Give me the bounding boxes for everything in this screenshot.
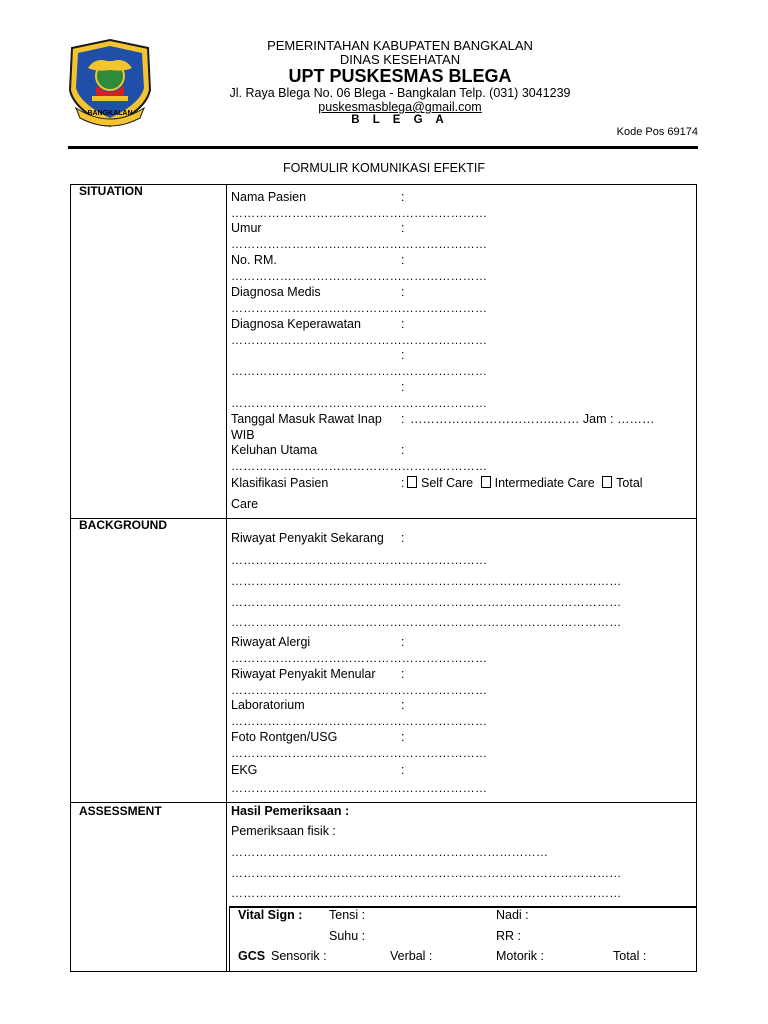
keluhan-utama-field[interactable]: ……………………………………………………… [231,459,488,473]
laboratorium-field[interactable]: ……………………………………………………… [231,714,488,728]
diagnosa-keperawatan-label: Diagnosa Keperawatan [231,317,361,331]
hasil-pemeriksaan-label: Hasil Pemeriksaan : [231,804,350,818]
riwayat-sekarang-label: Riwayat Penyakit Sekarang [231,531,384,545]
pemeriksaan-fisik-field-1[interactable]: …………………………………………………………………… [231,845,549,859]
riwayat-alergi-label: Riwayat Alergi [231,635,311,649]
email-link[interactable]: puskesmasblega@gmail.com [318,100,482,114]
colon: : [401,317,405,331]
tensi-label: Tensi : [329,908,366,922]
header-rule [68,146,698,149]
department-line: DINAS KESEHATAN [339,52,461,67]
self-care-label: Self Care [421,476,474,490]
klasifikasi-options [405,476,643,491]
motorik-label: Motorik : [496,949,544,963]
riwayat-alergi-field[interactable]: ……………………………………………………… [231,651,488,665]
colon: : [401,380,405,394]
nadi-label: Nadi : [496,908,529,922]
situation-label: SITUATION [79,184,143,198]
diagnosa-keperawatan-field-3[interactable]: ……………………………………………………… [231,396,488,410]
background-label: BACKGROUND [79,518,167,532]
intermediate-care-label: Intermediate Care [494,476,595,490]
pemeriksaan-fisik-field-2[interactable]: …………………………………………………………………………………… [231,866,622,880]
riwayat-sekarang-field-1[interactable]: ……………………………………………………… [231,553,488,567]
total-care-checkbox[interactable] [602,476,612,488]
wib-label: WIB [231,428,255,442]
address-line: Jl. Raya Blega No. 06 Blega - Bangkalan Telp. (031) 3041239 [229,86,571,100]
nama-pasien-label: Nama Pasien [231,190,307,204]
institution-title: UPT PUSKESMAS BLEGA [288,66,512,86]
column-divider [226,185,227,971]
riwayat-menular-field[interactable]: ……………………………………………………… [231,683,488,697]
colon: : [401,221,405,235]
logo-text: BANGKALAN [87,110,133,117]
self-care-checkbox[interactable] [407,476,417,488]
city-line: B L E G A [351,114,449,126]
tanggal-jam-field[interactable]: ……………………………..…… Jam : ……… [410,412,655,426]
colon: : [401,253,405,267]
postal-code: Kode Pos 69174 [616,126,698,138]
diagnosa-keperawatan-field-1[interactable]: ……………………………………………………… [231,333,488,347]
total-label: Total : [613,949,647,963]
government-line: PEMERINTAHAN KABUPATEN BANGKALAN [267,38,533,53]
vital-sign-label: Vital Sign : [238,908,303,922]
klasifikasi-label: Klasifikasi Pasien [231,476,329,490]
nama-pasien-field[interactable]: ……………………………………………………… [231,206,488,220]
no-rm-field[interactable]: ……………………………………………………… [231,269,488,283]
diagnosa-keperawatan-field-2[interactable]: ……………………………………………………… [231,364,488,378]
colon: : [401,698,405,712]
colon: : [401,730,405,744]
riwayat-sekarang-field-2[interactable]: …………………………………………………………………………………… [231,574,622,588]
umur-label: Umur [231,221,262,235]
care-label: Care [231,497,259,511]
row-divider-background [71,802,696,803]
intermediate-care-checkbox[interactable] [481,476,491,488]
colon: : [401,443,405,457]
ekg-label: EKG [231,763,258,777]
colon: : [401,667,405,681]
assessment-label: ASSESSMENT [79,804,162,818]
total-care-label: Total [616,476,643,490]
colon: : [401,285,405,299]
ekg-field[interactable]: ……………………………………………………… [231,781,488,795]
pemeriksaan-fisik-label: Pemeriksaan fisik : [231,824,336,838]
verbal-label: Verbal : [390,949,433,963]
foto-label: Foto Rontgen/USG [231,730,338,744]
suhu-label: Suhu : [329,929,366,943]
foto-field[interactable]: ……………………………………………………… [231,746,488,760]
laboratorium-label: Laboratorium [231,698,305,712]
keluhan-utama-label: Keluhan Utama [231,443,318,457]
riwayat-sekarang-field-3[interactable]: …………………………………………………………………………………… [231,595,622,609]
diagnosa-medis-label: Diagnosa Medis [231,285,321,299]
colon: : [401,531,405,545]
colon: : [401,348,405,362]
colon: : [401,476,405,490]
colon: : [401,635,405,649]
diagnosa-medis-field[interactable]: ……………………………………………………… [231,301,488,315]
tanggal-masuk-label: Tanggal Masuk Rawat Inap [231,412,382,426]
rr-label: RR : [496,929,521,943]
no-rm-label: No. RM. [231,253,277,267]
riwayat-menular-label: Riwayat Penyakit Menular [231,667,376,681]
form-title: FORMULIR KOMUNIKASI EFEKTIF [282,161,486,175]
gcs-label: GCS [238,949,266,963]
pemeriksaan-fisik-field-3[interactable]: …………………………………………………………………………………… [231,886,622,900]
sensorik-label: Sensorik : [271,949,327,963]
colon: : [401,412,405,426]
umur-field[interactable]: ……………………………………………………… [231,237,488,251]
colon: : [401,190,405,204]
riwayat-sekarang-field-4[interactable]: …………………………………………………………………………………… [231,615,622,629]
colon: : [401,763,405,777]
